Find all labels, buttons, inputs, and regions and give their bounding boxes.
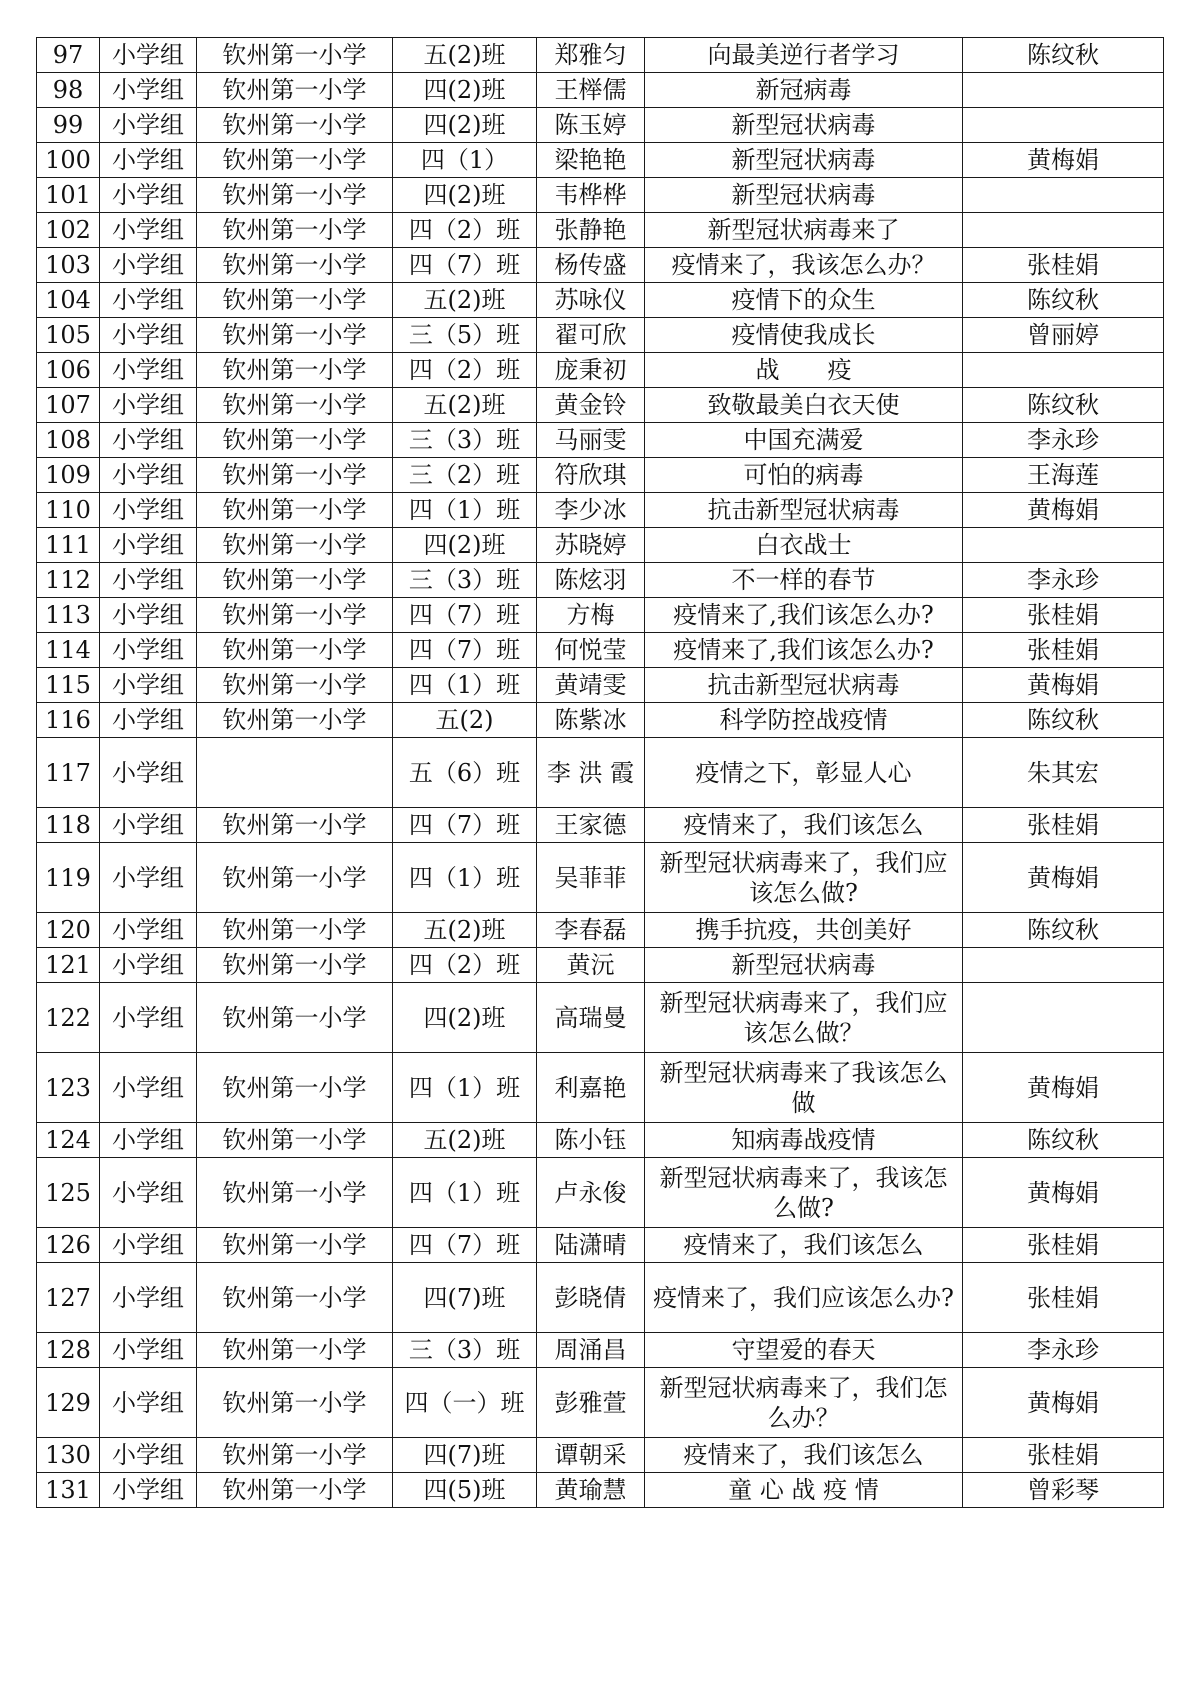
work-title-cell: 抗击新型冠状病毒	[645, 493, 963, 528]
entry-number: 128	[37, 1333, 100, 1368]
school-cell: 钦州第一小学	[197, 388, 393, 423]
entry-number: 121	[37, 948, 100, 983]
student-name-cell: 苏咏仪	[537, 283, 645, 318]
class-cell: 四(2)班	[393, 108, 537, 143]
work-title-cell: 童 心 战 疫 情	[645, 1473, 963, 1508]
group-cell: 小学组	[100, 598, 197, 633]
work-title-cell: 新冠病毒	[645, 73, 963, 108]
group-cell: 小学组	[100, 703, 197, 738]
class-cell: 四（7）班	[393, 633, 537, 668]
teacher-cell	[963, 528, 1164, 563]
work-title-cell: 可怕的病毒	[645, 458, 963, 493]
school-cell: 钦州第一小学	[197, 1053, 393, 1123]
group-cell: 小学组	[100, 528, 197, 563]
student-name-cell: 彭雅萱	[537, 1368, 645, 1438]
class-cell: 五(2)班	[393, 913, 537, 948]
teacher-cell: 黄梅娟	[963, 143, 1164, 178]
student-name-cell: 郑雅匀	[537, 38, 645, 73]
class-cell: 四(2)班	[393, 178, 537, 213]
group-cell: 小学组	[100, 458, 197, 493]
class-cell: 四（7）班	[393, 598, 537, 633]
class-cell: 四(2)班	[393, 983, 537, 1053]
school-cell: 钦州第一小学	[197, 283, 393, 318]
student-name-cell: 李 洪 霞	[537, 738, 645, 808]
class-cell: 三（3）班	[393, 423, 537, 458]
group-cell: 小学组	[100, 353, 197, 388]
work-title-cell: 知病毒战疫情	[645, 1123, 963, 1158]
teacher-cell: 黄梅娟	[963, 843, 1164, 913]
class-cell: 四（1）班	[393, 1158, 537, 1228]
group-cell: 小学组	[100, 1228, 197, 1263]
entry-number: 113	[37, 598, 100, 633]
student-name-cell: 周涌昌	[537, 1333, 645, 1368]
table-row	[37, 1368, 1164, 1438]
group-cell: 小学组	[100, 808, 197, 843]
student-name-cell: 符欣琪	[537, 458, 645, 493]
school-cell: 钦州第一小学	[197, 178, 393, 213]
class-cell: 四（2）班	[393, 948, 537, 983]
teacher-cell	[963, 108, 1164, 143]
teacher-cell: 李永珍	[963, 423, 1164, 458]
group-cell: 小学组	[100, 73, 197, 108]
teacher-cell: 陈纹秋	[963, 283, 1164, 318]
student-name-cell: 何悦莹	[537, 633, 645, 668]
class-cell: 五(2)班	[393, 283, 537, 318]
group-cell: 小学组	[100, 1368, 197, 1438]
teacher-cell: 陈纹秋	[963, 388, 1164, 423]
table-row	[37, 213, 1164, 248]
work-title-cell: 新型冠状病毒来了	[645, 213, 963, 248]
entry-number: 123	[37, 1053, 100, 1123]
class-cell: 四(7)班	[393, 1438, 537, 1473]
table-row	[37, 633, 1164, 668]
student-name-cell: 谭朝采	[537, 1438, 645, 1473]
school-cell: 钦州第一小学	[197, 1263, 393, 1333]
table-row	[37, 563, 1164, 598]
student-name-cell: 黄沅	[537, 948, 645, 983]
entry-number: 97	[37, 38, 100, 73]
entry-number: 107	[37, 388, 100, 423]
student-name-cell: 王家德	[537, 808, 645, 843]
entry-number: 116	[37, 703, 100, 738]
class-cell: 四（1）班	[393, 1053, 537, 1123]
group-cell: 小学组	[100, 283, 197, 318]
entry-number: 115	[37, 668, 100, 703]
teacher-cell: 黄梅娟	[963, 1158, 1164, 1228]
school-cell: 钦州第一小学	[197, 1438, 393, 1473]
teacher-cell	[963, 948, 1164, 983]
table-row	[37, 248, 1164, 283]
teacher-cell: 张桂娟	[963, 1263, 1164, 1333]
table-row	[37, 808, 1164, 843]
entry-number: 119	[37, 843, 100, 913]
group-cell: 小学组	[100, 108, 197, 143]
work-title-cell: 疫情来了，我该怎么办？	[645, 248, 963, 283]
teacher-cell	[963, 213, 1164, 248]
table-row	[37, 108, 1164, 143]
table-row	[37, 178, 1164, 213]
group-cell: 小学组	[100, 1263, 197, 1333]
table-row	[37, 738, 1164, 808]
teacher-cell	[963, 353, 1164, 388]
school-cell: 钦州第一小学	[197, 983, 393, 1053]
student-name-cell: 韦桦桦	[537, 178, 645, 213]
teacher-cell: 张桂娟	[963, 808, 1164, 843]
group-cell: 小学组	[100, 178, 197, 213]
student-name-cell: 陈小钰	[537, 1123, 645, 1158]
work-title-cell: 疫情来了,我们该怎么办?	[645, 598, 963, 633]
work-title-cell: 向最美逆行者学习	[645, 38, 963, 73]
school-cell	[197, 738, 393, 808]
work-title-cell: 新型冠状病毒	[645, 948, 963, 983]
school-cell: 钦州第一小学	[197, 913, 393, 948]
student-name-cell: 陈炫羽	[537, 563, 645, 598]
class-cell: 四（1）班	[393, 493, 537, 528]
entry-number: 114	[37, 633, 100, 668]
student-name-cell: 卢永俊	[537, 1158, 645, 1228]
work-title-cell: 守望爱的春天	[645, 1333, 963, 1368]
student-name-cell: 张静艳	[537, 213, 645, 248]
table-row	[37, 528, 1164, 563]
table-row	[37, 843, 1164, 913]
teacher-cell	[963, 73, 1164, 108]
entry-number: 106	[37, 353, 100, 388]
work-title-cell: 携手抗疫，共创美好	[645, 913, 963, 948]
entry-number: 99	[37, 108, 100, 143]
work-title-cell: 致敬最美白衣天使	[645, 388, 963, 423]
school-cell: 钦州第一小学	[197, 318, 393, 353]
student-name-cell: 马丽雯	[537, 423, 645, 458]
class-cell: 三（3）班	[393, 563, 537, 598]
table-row	[37, 423, 1164, 458]
teacher-cell: 陈纹秋	[963, 1123, 1164, 1158]
teacher-cell: 张桂娟	[963, 598, 1164, 633]
entry-number: 104	[37, 283, 100, 318]
work-title-cell: 疫情来了，我们应该怎么办?	[645, 1263, 963, 1333]
class-cell: 四（7）班	[393, 248, 537, 283]
class-cell: 四（1）班	[393, 668, 537, 703]
class-cell: 三（2）班	[393, 458, 537, 493]
student-name-cell: 王榉儒	[537, 73, 645, 108]
table-row	[37, 598, 1164, 633]
table-row	[37, 388, 1164, 423]
table-row	[37, 493, 1164, 528]
work-title-cell: 抗击新型冠状病毒	[645, 668, 963, 703]
class-cell: 四（2）班	[393, 353, 537, 388]
class-cell: 四(2)班	[393, 528, 537, 563]
work-title-cell: 战 疫	[645, 353, 963, 388]
teacher-cell: 曾丽婷	[963, 318, 1164, 353]
work-title-cell: 新型冠状病毒	[645, 143, 963, 178]
table-row	[37, 1333, 1164, 1368]
entry-number: 100	[37, 143, 100, 178]
teacher-cell	[963, 178, 1164, 213]
work-title-cell: 中国充满爱	[645, 423, 963, 458]
school-cell: 钦州第一小学	[197, 353, 393, 388]
school-cell: 钦州第一小学	[197, 808, 393, 843]
class-cell: 三（3）班	[393, 1333, 537, 1368]
group-cell: 小学组	[100, 1333, 197, 1368]
student-name-cell: 梁艳艳	[537, 143, 645, 178]
table-row	[37, 668, 1164, 703]
work-title-cell: 科学防控战疫情	[645, 703, 963, 738]
student-name-cell: 陈紫冰	[537, 703, 645, 738]
school-cell: 钦州第一小学	[197, 213, 393, 248]
entry-number: 124	[37, 1123, 100, 1158]
teacher-cell: 黄梅娟	[963, 668, 1164, 703]
table-row	[37, 1263, 1164, 1333]
table-row	[37, 1228, 1164, 1263]
entry-number: 109	[37, 458, 100, 493]
school-cell: 钦州第一小学	[197, 423, 393, 458]
work-title-cell: 疫情来了，我们该怎么	[645, 808, 963, 843]
school-cell: 钦州第一小学	[197, 948, 393, 983]
class-cell: 五(2)班	[393, 388, 537, 423]
student-name-cell: 陆潇晴	[537, 1228, 645, 1263]
class-cell: 四（7）班	[393, 808, 537, 843]
class-cell: 四(5)班	[393, 1473, 537, 1508]
group-cell: 小学组	[100, 633, 197, 668]
student-name-cell: 利嘉艳	[537, 1053, 645, 1123]
entry-number: 117	[37, 738, 100, 808]
class-cell: 五(2)班	[393, 1123, 537, 1158]
school-cell: 钦州第一小学	[197, 668, 393, 703]
school-cell: 钦州第一小学	[197, 143, 393, 178]
entry-number: 130	[37, 1438, 100, 1473]
work-title-cell: 疫情来了，我们该怎么	[645, 1438, 963, 1473]
entry-number: 103	[37, 248, 100, 283]
teacher-cell: 张桂娟	[963, 633, 1164, 668]
work-title-cell: 不一样的春节	[645, 563, 963, 598]
work-title-cell: 新型冠状病毒	[645, 178, 963, 213]
school-cell: 钦州第一小学	[197, 1158, 393, 1228]
class-cell: 四（1）	[393, 143, 537, 178]
work-title-cell: 白衣战士	[645, 528, 963, 563]
school-cell: 钦州第一小学	[197, 1333, 393, 1368]
school-cell: 钦州第一小学	[197, 528, 393, 563]
entry-number: 98	[37, 73, 100, 108]
group-cell: 小学组	[100, 423, 197, 458]
work-title-cell: 疫情使我成长	[645, 318, 963, 353]
class-cell: 四（一）班	[393, 1368, 537, 1438]
class-cell: 五（6）班	[393, 738, 537, 808]
teacher-cell: 黄梅娟	[963, 1053, 1164, 1123]
table-row	[37, 913, 1164, 948]
work-title-cell: 新型冠状病毒来了，我们应该怎么做？	[645, 983, 963, 1053]
entry-number: 101	[37, 178, 100, 213]
table-row	[37, 703, 1164, 738]
school-cell: 钦州第一小学	[197, 458, 393, 493]
entry-number: 127	[37, 1263, 100, 1333]
school-cell: 钦州第一小学	[197, 108, 393, 143]
table-row	[37, 38, 1164, 73]
group-cell: 小学组	[100, 38, 197, 73]
table-row	[37, 1438, 1164, 1473]
teacher-cell: 黄梅娟	[963, 493, 1164, 528]
school-cell: 钦州第一小学	[197, 598, 393, 633]
class-cell: 四（7）班	[393, 1228, 537, 1263]
school-cell: 钦州第一小学	[197, 703, 393, 738]
work-title-cell: 新型冠状病毒来了，我该怎么做?	[645, 1158, 963, 1228]
student-name-cell: 苏晓婷	[537, 528, 645, 563]
teacher-cell: 王海莲	[963, 458, 1164, 493]
student-name-cell: 李春磊	[537, 913, 645, 948]
group-cell: 小学组	[100, 1123, 197, 1158]
student-name-cell: 翟可欣	[537, 318, 645, 353]
entry-number: 110	[37, 493, 100, 528]
class-cell: 五(2)班	[393, 38, 537, 73]
teacher-cell: 陈纹秋	[963, 703, 1164, 738]
work-title-cell: 疫情来了,我们该怎么办?	[645, 633, 963, 668]
student-name-cell: 黄金铃	[537, 388, 645, 423]
group-cell: 小学组	[100, 843, 197, 913]
group-cell: 小学组	[100, 983, 197, 1053]
entry-number: 105	[37, 318, 100, 353]
student-name-cell: 杨传盛	[537, 248, 645, 283]
teacher-cell	[963, 983, 1164, 1053]
teacher-cell: 曾彩琴	[963, 1473, 1164, 1508]
group-cell: 小学组	[100, 388, 197, 423]
group-cell: 小学组	[100, 1053, 197, 1123]
group-cell: 小学组	[100, 143, 197, 178]
teacher-cell: 陈纹秋	[963, 38, 1164, 73]
class-cell: 四(2)班	[393, 73, 537, 108]
work-title-cell: 疫情之下，彰显人心	[645, 738, 963, 808]
group-cell: 小学组	[100, 248, 197, 283]
table-row	[37, 458, 1164, 493]
student-name-cell: 吴菲菲	[537, 843, 645, 913]
student-name-cell: 彭晓倩	[537, 1263, 645, 1333]
table-row	[37, 948, 1164, 983]
student-name-cell: 陈玉婷	[537, 108, 645, 143]
table-row	[37, 318, 1164, 353]
school-cell: 钦州第一小学	[197, 38, 393, 73]
school-cell: 钦州第一小学	[197, 633, 393, 668]
school-cell: 钦州第一小学	[197, 1123, 393, 1158]
group-cell: 小学组	[100, 913, 197, 948]
entry-number: 111	[37, 528, 100, 563]
class-cell: 四（2）班	[393, 213, 537, 248]
table-row	[37, 1053, 1164, 1123]
table-body	[37, 38, 1164, 1508]
entry-number: 122	[37, 983, 100, 1053]
school-cell: 钦州第一小学	[197, 563, 393, 598]
table-row	[37, 143, 1164, 178]
table-row	[37, 1158, 1164, 1228]
group-cell: 小学组	[100, 213, 197, 248]
entries-table	[36, 37, 1164, 1508]
entry-number: 120	[37, 913, 100, 948]
entry-number: 131	[37, 1473, 100, 1508]
teacher-cell: 黄梅娟	[963, 1368, 1164, 1438]
teacher-cell: 李永珍	[963, 563, 1164, 598]
class-cell: 四(7)班	[393, 1263, 537, 1333]
work-title-cell: 新型冠状病毒来了，我们应该怎么做?	[645, 843, 963, 913]
teacher-cell: 李永珍	[963, 1333, 1164, 1368]
student-name-cell: 黄瑜慧	[537, 1473, 645, 1508]
group-cell: 小学组	[100, 318, 197, 353]
entry-number: 102	[37, 213, 100, 248]
group-cell: 小学组	[100, 1158, 197, 1228]
work-title-cell: 疫情下的众生	[645, 283, 963, 318]
group-cell: 小学组	[100, 1438, 197, 1473]
teacher-cell: 张桂娟	[963, 248, 1164, 283]
teacher-cell: 张桂娟	[963, 1438, 1164, 1473]
entry-number: 112	[37, 563, 100, 598]
table-row	[37, 353, 1164, 388]
group-cell: 小学组	[100, 493, 197, 528]
entry-number: 126	[37, 1228, 100, 1263]
school-cell: 钦州第一小学	[197, 493, 393, 528]
group-cell: 小学组	[100, 1473, 197, 1508]
entry-number: 129	[37, 1368, 100, 1438]
group-cell: 小学组	[100, 668, 197, 703]
student-name-cell: 高瑞曼	[537, 983, 645, 1053]
student-name-cell: 方梅	[537, 598, 645, 633]
table-row	[37, 983, 1164, 1053]
school-cell: 钦州第一小学	[197, 248, 393, 283]
entry-number: 118	[37, 808, 100, 843]
work-title-cell: 新型冠状病毒来了，我们怎么办？	[645, 1368, 963, 1438]
teacher-cell: 朱其宏	[963, 738, 1164, 808]
class-cell: 四（1）班	[393, 843, 537, 913]
table-row	[37, 1123, 1164, 1158]
table-row	[37, 73, 1164, 108]
work-title-cell: 新型冠状病毒	[645, 108, 963, 143]
student-name-cell: 庞秉初	[537, 353, 645, 388]
school-cell: 钦州第一小学	[197, 1473, 393, 1508]
class-cell: 五(2)	[393, 703, 537, 738]
entry-number: 125	[37, 1158, 100, 1228]
work-title-cell: 疫情来了，我们该怎么	[645, 1228, 963, 1263]
table-row	[37, 1473, 1164, 1508]
school-cell: 钦州第一小学	[197, 73, 393, 108]
entry-number: 108	[37, 423, 100, 458]
group-cell: 小学组	[100, 563, 197, 598]
class-cell: 三（5）班	[393, 318, 537, 353]
school-cell: 钦州第一小学	[197, 1228, 393, 1263]
student-name-cell: 黄靖雯	[537, 668, 645, 703]
group-cell: 小学组	[100, 948, 197, 983]
group-cell: 小学组	[100, 738, 197, 808]
teacher-cell: 陈纹秋	[963, 913, 1164, 948]
table-row	[37, 283, 1164, 318]
student-name-cell: 李少冰	[537, 493, 645, 528]
school-cell: 钦州第一小学	[197, 1368, 393, 1438]
school-cell: 钦州第一小学	[197, 843, 393, 913]
teacher-cell: 张桂娟	[963, 1228, 1164, 1263]
work-title-cell: 新型冠状病毒来了我该怎么做	[645, 1053, 963, 1123]
